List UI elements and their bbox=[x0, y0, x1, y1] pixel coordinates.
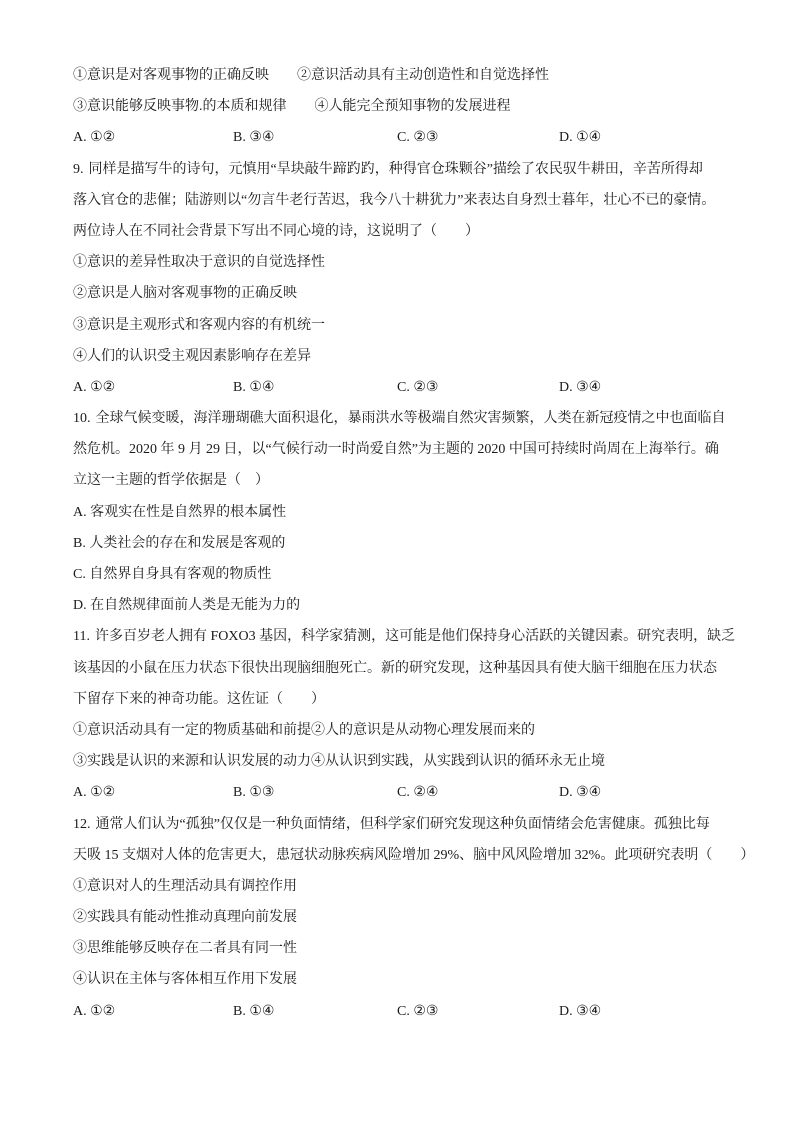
question-number: 10. bbox=[73, 411, 91, 427]
statement-4: ④从认识到实践，从实践到认识的循环永无止境 bbox=[311, 754, 605, 770]
statement-3: ③思维能够反映存在二者具有同一性 bbox=[73, 941, 297, 957]
options-row bbox=[73, 996, 763, 1027]
option-d: D. ③④ bbox=[559, 1003, 602, 1019]
statement-4: ④人们的认识受主观因素影响存在差异 bbox=[73, 348, 311, 364]
question-number: 9. bbox=[73, 161, 84, 177]
option-b: B. ①④ bbox=[233, 379, 275, 395]
stem-text: 许多百岁老人拥有 FOXO3 基因，科学家猜测，这可能是他们保持身心活跃的关键因素。研究表明，缺乏 bbox=[94, 629, 736, 645]
option-b: B. ①④ bbox=[233, 1003, 275, 1019]
options-row bbox=[73, 122, 763, 153]
exam-page bbox=[73, 60, 763, 1027]
statement-1: ①意识活动具有一定的物质基础和前提 bbox=[73, 722, 311, 738]
statement-4: ④认识在主体与客体相互作用下发展 bbox=[73, 972, 297, 988]
question-11 bbox=[73, 621, 763, 808]
statement-3: ③意识是主观形式和客观内容的有机统一 bbox=[73, 317, 325, 333]
option-a: A. ①② bbox=[73, 379, 116, 395]
statement-line bbox=[73, 91, 763, 122]
question-12 bbox=[73, 809, 763, 1027]
statement-2: ②实践具有能动性推动真理向前发展 bbox=[73, 910, 297, 926]
statement-2: ②意识是人脑对客观事物的正确反映 bbox=[73, 286, 297, 302]
option-c: C. 自然界自身具有客观的物质性 bbox=[73, 567, 272, 582]
question-8 bbox=[73, 60, 763, 154]
question-10 bbox=[73, 403, 763, 621]
question-stem-line bbox=[73, 809, 763, 840]
option-a: A. ①② bbox=[73, 1003, 116, 1019]
option-d: D. 在自然规律面前人类是无能为力的 bbox=[73, 598, 301, 614]
option-c: C. ②④ bbox=[397, 785, 439, 801]
option-d: D. ③④ bbox=[559, 785, 602, 801]
option-c: C. ②③ bbox=[397, 379, 439, 395]
question-stem-line: 然危机。2020 年 9 月 29 日，以“气候行动一时尚爱自然”为主题的 2020 中国可持续时尚周在上海举行。确 bbox=[73, 442, 719, 458]
question-9 bbox=[73, 154, 763, 404]
option-d: D. ①④ bbox=[559, 130, 602, 146]
question-stem-line bbox=[73, 621, 763, 652]
statement-line bbox=[73, 746, 763, 777]
question-stem-line: 立这一主题的哲学依据是（ ） bbox=[73, 473, 269, 489]
statement-3: ③实践是认识的来源和认识发展的动力 bbox=[73, 754, 311, 770]
options-row bbox=[73, 372, 763, 403]
option-b: B. 人类社会的存在和发展是客观的 bbox=[73, 535, 286, 551]
option-d: D. ③④ bbox=[559, 379, 602, 395]
question-stem-line: 天吸 15 支烟对人体的危害更大，患冠状动脉疾病风险增加 29%、脑中风风险增加 32%。此项研究表明（ ） bbox=[73, 847, 755, 863]
stem-text: 同样是描写牛的诗句，元慎用“旱块敲牛蹄趵趵，种得官仓珠颗谷”描绘了农民驭牛耕田，辛苦所得却 bbox=[88, 161, 703, 177]
question-stem-line bbox=[73, 154, 763, 185]
question-stem-line: 两位诗人在不同社会背景下写出不同心境的诗，这说明了（ ） bbox=[73, 223, 479, 239]
option-a: A. 客观实在性是自然界的根本属性 bbox=[73, 504, 287, 520]
stem-text: 全球气候变暖，海洋珊瑚礁大面积退化，暴雨洪水等极端自然灾害频繁，人类在新冠疫情之中也面临自 bbox=[95, 411, 726, 427]
statement-1: ①意识是对客观事物的正确反映 bbox=[73, 68, 269, 83]
options-row bbox=[73, 777, 763, 808]
stem-text: 通常人们认为“孤独”仅仅是一种负面情绪，但科学家们研究发现这种负面情绪会危害健康。孤独比每 bbox=[95, 816, 710, 832]
question-stem-line: 该基因的小鼠在压力状态下很快出现脑细胞死亡。新的研究发现，这种基因具有使大脑干细胞在压力状态 bbox=[73, 660, 717, 676]
option-c: C. ②③ bbox=[397, 130, 439, 146]
statement-1: ①意识对人的生理活动具有调控作用 bbox=[73, 878, 297, 894]
statement-2: ②意识活动具有主动创造性和自觉选择性 bbox=[297, 68, 549, 83]
option-a: A. ①② bbox=[73, 130, 116, 146]
option-b: B. ③④ bbox=[233, 130, 275, 146]
statement-line bbox=[73, 715, 763, 746]
question-number: 12. bbox=[73, 816, 91, 832]
question-number: 11. bbox=[73, 629, 90, 645]
question-stem-line: 下留存下来的神奇功能。这佐证（ ） bbox=[73, 691, 325, 707]
option-c: C. ②③ bbox=[397, 1003, 439, 1019]
statement-4: ④人能完全预知事物的发展进程 bbox=[314, 99, 511, 115]
statement-3: ③意识能够反映事物.的本质和规律 bbox=[73, 99, 287, 115]
statement-1: ①意识的差异性取决于意识的自觉选择性 bbox=[73, 255, 325, 271]
statement-2: ②人的意识是从动物心理发展而来的 bbox=[311, 722, 535, 738]
option-b: B. ①③ bbox=[233, 785, 275, 801]
statement-line bbox=[73, 60, 763, 91]
option-a: A. ①② bbox=[73, 785, 116, 801]
question-stem-line: 落入官仓的悲催；陆游则以“勿言牛老行苦迟，我今八十耕犹力”来表达自身烈士暮年，壮心不已的豪情。 bbox=[73, 192, 716, 208]
question-stem-line bbox=[73, 403, 763, 434]
